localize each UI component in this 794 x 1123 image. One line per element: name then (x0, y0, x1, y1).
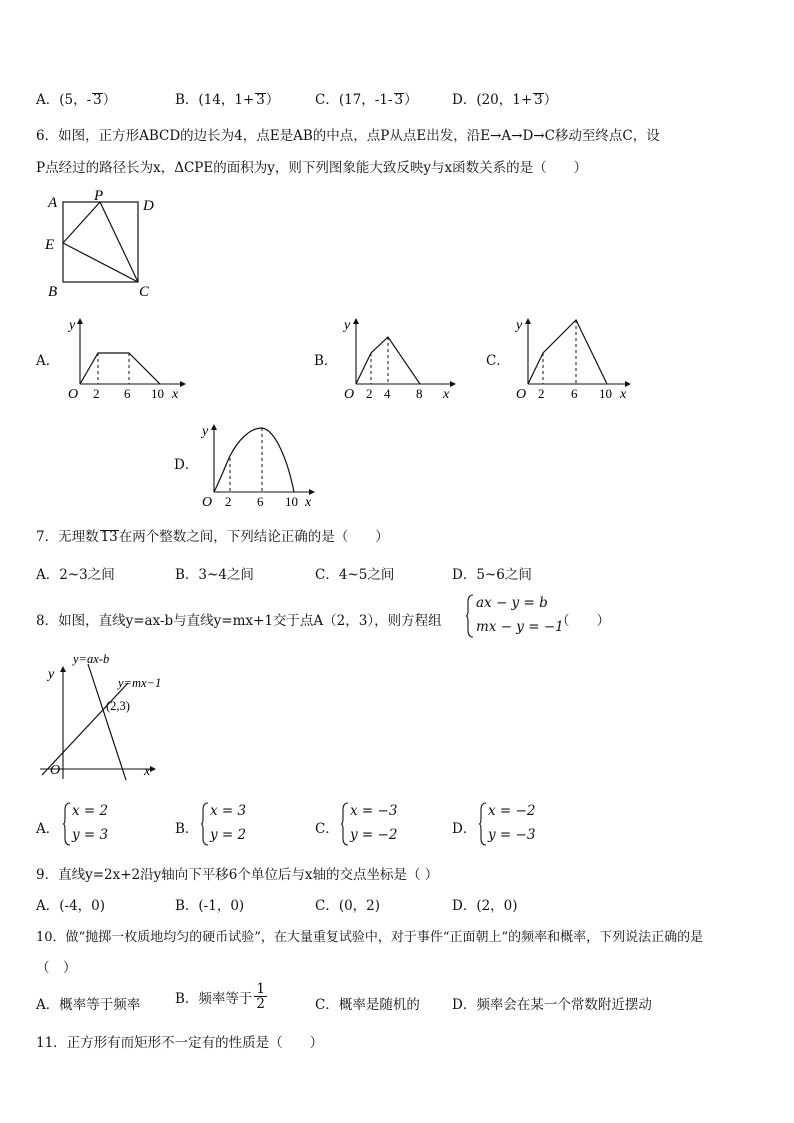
svg-text:y: y (344, 318, 351, 333)
svg-text:x: x (305, 495, 312, 510)
q9-option-a: A．(-4，0) (36, 898, 106, 914)
q7-option-c: C．4~5之间 (315, 567, 395, 583)
q10-option-c: C．概率是随机的 (315, 997, 420, 1013)
q8-option-d-brace (478, 802, 488, 846)
q6-option-c-graph (510, 312, 640, 404)
svg-text:O: O (50, 763, 61, 778)
q6-option-b-label: B． (314, 353, 338, 369)
svg-text:10: 10 (599, 386, 612, 401)
svg-text:6: 6 (124, 386, 131, 401)
svg-text:y=ax-b: y=ax-b (73, 652, 110, 666)
svg-text:10: 10 (151, 386, 164, 401)
q10-option-b: B．频率等于 $\frac{1}{2}$ (175, 981, 266, 1012)
q6-square-figure (40, 188, 170, 303)
label-P: P (94, 188, 104, 204)
q8-system-eq2: mx − y = −1 (476, 619, 564, 635)
q6-option-a-graph (62, 312, 192, 404)
q8-option-a-label: A． (36, 821, 60, 837)
svg-text:6: 6 (257, 494, 264, 509)
q8-option-d-eq1: x = −2 (488, 803, 536, 819)
label-E: E (45, 237, 55, 253)
svg-text:x: x (144, 764, 151, 779)
svg-text:y: y (48, 667, 55, 682)
q8-system-eq1: ax − y = b (476, 595, 548, 611)
q10-stem-line1: 10．做“抛掷一枚质地均匀的硬币试验”，在大量重复试验中，对于事件“正面朝上”的频率和概率，下列说法正确的是 (36, 930, 704, 945)
q5-option-d: D．(20，1+ 3） (452, 92, 558, 108)
q8-option-a-eq1: x = 2 (72, 803, 109, 819)
svg-text:x: x (620, 387, 627, 402)
q10-option-d: D．频率会在某一个常数附近摆动 (452, 997, 652, 1013)
q8-option-b-eq1: x = 3 (210, 803, 247, 819)
q8-system-brace (465, 594, 475, 638)
q8-option-d-eq2: y = −3 (488, 827, 536, 843)
q7-option-d: D．5~6之间 (452, 567, 532, 583)
q8-option-a-brace (62, 802, 72, 846)
q9-option-b: B．(-1，0) (175, 898, 245, 914)
q6-stem-line1: 6．如图，正方形ABCD的边长为4，点E是AB的中点，点P从点E出发，沿E→A→D→C移动至终点C，设 (36, 128, 660, 144)
q8-option-a-eq2: y = 3 (72, 827, 109, 843)
label-D: D (143, 198, 154, 214)
svg-text:y=mx−1: y=mx−1 (118, 676, 162, 690)
q9-option-d: D．(2，0) (452, 898, 518, 914)
svg-text:10: 10 (285, 494, 298, 509)
q7-stem: 7．无理数 13在两个整数之间，下列结论正确的是（ ） (36, 529, 389, 545)
svg-text:2: 2 (225, 494, 232, 509)
q8-stem: 8．如图，直线y=ax-b与直线y=mx+1交于点A（2，3），则方程组 (36, 613, 442, 629)
q6-option-d-label: D． (174, 457, 199, 473)
q8-stem-tail: （ ） (556, 613, 610, 629)
svg-text:y: y (202, 424, 209, 439)
q9-stem: 9．直线y=2x+2沿y轴向下平移6个单位后与x轴的交点坐标是（ ） (36, 867, 439, 883)
svg-text:O: O (516, 387, 527, 402)
q6-stem-line2: P点经过的路径长为x，ΔCPE的面积为y，则下列图象能大致反映y与x函数关系的是（ ） (36, 160, 588, 176)
q6-option-c-label: C． (486, 353, 510, 369)
label-A: A (48, 195, 58, 211)
q7-option-b: B．3~4之间 (175, 567, 254, 583)
q8-option-b-brace (200, 802, 210, 846)
q8-option-c-label: C． (315, 821, 339, 837)
svg-text:2: 2 (538, 386, 545, 401)
q6-option-b-graph (338, 312, 463, 404)
q11-stem: 11．正方形有而矩形不一定有的性质是（ ） (36, 1035, 324, 1051)
q8-option-b-eq2: y = 2 (210, 827, 247, 843)
svg-text:(2,3): (2,3) (106, 699, 130, 713)
q8-option-c-brace (340, 802, 350, 846)
q5-option-a: A．(5，- 3） (36, 92, 117, 108)
svg-text:2: 2 (366, 386, 373, 401)
svg-text:4: 4 (384, 386, 391, 401)
q9-option-c: C．(0，2) (315, 898, 381, 914)
svg-text:x: x (443, 387, 450, 402)
svg-text:2: 2 (93, 386, 100, 401)
q8-option-b-label: B． (175, 821, 199, 837)
svg-text:x: x (172, 387, 179, 402)
svg-text:O: O (202, 495, 213, 510)
q7-option-a: A．2~3之间 (36, 567, 115, 583)
label-C: C (139, 284, 150, 300)
svg-text:O: O (68, 387, 79, 402)
q10-option-a: A．概率等于频率 (36, 997, 141, 1013)
svg-text:8: 8 (416, 386, 423, 401)
q8-option-c-eq2: y = −2 (350, 827, 398, 843)
q10-stem-line2: （ ） (36, 960, 77, 976)
q8-graph (36, 648, 176, 783)
q8-option-d-label: D． (452, 821, 477, 837)
svg-text:y: y (516, 318, 523, 333)
svg-text:6: 6 (571, 386, 578, 401)
svg-text:O: O (344, 387, 355, 402)
q8-option-c-eq1: x = −3 (350, 803, 398, 819)
q6-option-d-graph (196, 418, 326, 510)
label-B: B (48, 284, 58, 300)
q5-option-b: B．(14，1+ 3） (175, 92, 280, 108)
q6-option-a-label: A． (36, 353, 60, 369)
svg-text:y: y (69, 318, 76, 333)
q5-option-c: C．(17，-1- 3） (315, 92, 418, 108)
